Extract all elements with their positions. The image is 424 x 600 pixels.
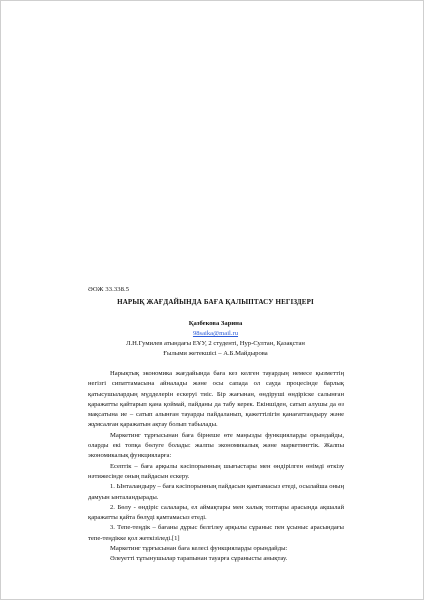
list-item: 2. Бөлу - өндіріс салалары, ел аймақтары мен халық топтары арасында ақшалай қаражатты қайта бөлуді қамтамасыз етеді. xyxy=(88,503,344,522)
list-item: 1. Ынталандыру – баға кәсіпорынның пайдасын қамтамасыз етеді, осылайша оның дамуын ынталандырады. xyxy=(88,483,344,501)
paragraph: Маркетинг тұрғысынан баға келесі функцияларды орындайды: xyxy=(110,545,288,553)
paragraph: Нарықтық экономика жағдайында баға кез келген тауардың немесе қызметтің негізгі сипаттамасына айналады және осы сапада ол сауда процесінде барлық қатысушылардың мүдделерін ескеруі тиіс. Бір жағынан, өндіруші өндіріске салынған қаражатты қайтарып қана қоймай, пайданы да табу керек. Екіншіден, сатып алушы да өз мақсатына ие – сатып алынған тауарды пайдаланып, қажеттілігін қанағаттандыру және жұмсалған қаражатын ақтау болып табылады. xyxy=(88,370,344,429)
paragraph: Есептік – баға арқылы кәсіпорынның шығыстары мен өндірілген өнімді өткізу нәтижесінде оның пайдасын ескеру. xyxy=(88,462,344,480)
author-name: Қазбекова Зарина xyxy=(188,320,243,327)
author-affiliation: Л.Н.Гумилев атындағы ЕҰУ, 2 студенті, Нур-Султан, Қазақстан xyxy=(126,340,305,347)
scientific-advisor: Ғылыми жетекшісі – А.Б.Майдырова xyxy=(163,350,268,357)
article-title: НАРЫҚ ЖАҒДАЙЫНДА БАҒА ҚАЛЫПТАСУ НЕГІЗДЕРІ xyxy=(117,298,314,306)
paragraph: Әлеуетті тұтынушылар тарапынан тауарға сұранысты анықтау. xyxy=(110,555,288,563)
article-body xyxy=(88,369,344,565)
author-email-link[interactable]: 98saika@mail.ru xyxy=(192,330,239,337)
paragraph: Маркетинг тұрғысынан баға бірнеше өте маңызды функцияларды орындайды, оларды екі топқа бөлуге болады: жалпы экономикалық және маркетингтік. Жалпы экономикалық функцияларға: xyxy=(88,431,344,460)
list-item: 3. Тепе-теңдік – бағаны дұрыс белгілеу арқылы сұраныс пен ұсыныс арасындағы тепе-теңдікке қол жеткізіледі.[1] xyxy=(88,524,344,542)
udc-code: ӘОЖ 33.338.5 xyxy=(88,286,130,293)
